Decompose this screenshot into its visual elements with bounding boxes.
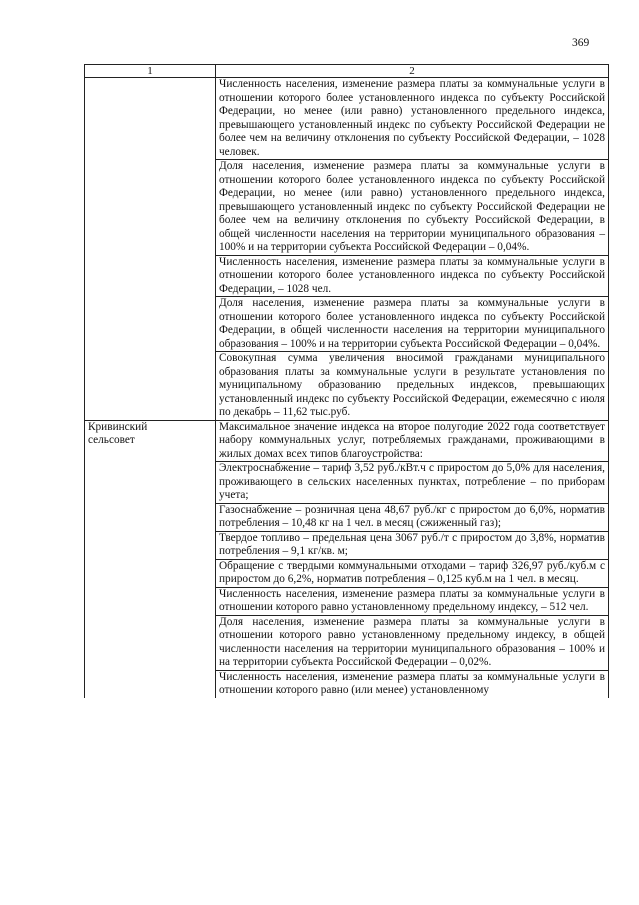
table-row: [85, 78, 609, 421]
paragraph: Максимальное значение индекса на второе полугодие 2022 года соответствует набору коммунальных услуг, потребляемых гражданами, проживающими в жилых домах всех типов благоустройства:: [219, 420, 605, 460]
header-col-2: 2: [216, 65, 609, 78]
municipality-cell: [85, 420, 216, 698]
paragraph: Доля населения, изменение размера платы за коммунальные услуги в отношении которого более установленного индекса по субъекту Российской Федерации, в общей численности населения на территории муниципального образования – 100% и на территории субъекта Российской Федерации – 0,04%.: [216, 296, 608, 351]
paragraph: Твердое топливо – предельная цена 3067 руб./т с приростом до 3,8%, норматив потребления – 9,1 кг/кв. м;: [216, 531, 608, 559]
document-table: [84, 64, 609, 698]
paragraph: Численность населения, изменение размера платы за коммунальные услуги в отношении которого более установленного индекса по субъекту Российской Федерации, – 1028 чел.: [216, 255, 608, 297]
page-number: 369: [572, 37, 590, 49]
paragraph: Численность населения, изменение размера платы за коммунальные услуги в отношении которого более установленного индекса по субъекту Российской Федерации, но менее (или равно) установленного предельного индекса, превышающего установленный индекс по субъекту Российской Федерации не более чем на величину отклонения по субъекту Российской Федерации, – 1028 человек.: [219, 78, 605, 158]
municipality-cell-empty: [85, 78, 216, 421]
header-col-1: 1: [85, 65, 216, 78]
indicator-cell: [216, 420, 609, 698]
paragraph: Газоснабжение – розничная цена 48,67 руб./кг с приростом до 6,0%, норматив потребления – 10,48 кг на 1 чел. в месяц (сжиженный газ);: [216, 503, 608, 531]
paragraph: Численность населения, изменение размера платы за коммунальные услуги в отношении которого равно (или менее) установленному: [216, 670, 608, 698]
table-row: [85, 420, 609, 698]
paragraph: Электроснабжение – тариф 3,52 руб./кВт.ч с приростом до 5,0% для населения, проживающего в сельских населенных пунктах, потребление – по приборам учета;: [216, 461, 608, 503]
paragraph: Совокупная сумма увеличения вносимой гражданами муниципального образования платы за коммунальные услуги в результате установления по муниципальному образованию предельных индексов, превышающих установленный индекс по субъекту Российской Федерации, ежемесячно с июля по декабрь – 11,62 тыс.руб.: [216, 351, 608, 420]
table-header-row: [85, 65, 609, 78]
paragraph: Доля населения, изменение размера платы за коммунальные услуги в отношении которого более установленного индекса по субъекту Российской Федерации, но менее (или равно) установленного предельного индекса, превышающего установленный индекс по субъекту Российской Федерации не более чем на величину отклонения по субъекту Российской Федерации, в общей численности населения на территории муниципального образования – 100% и на территории субъекта Российской Федерации – 0,04%.: [216, 159, 608, 255]
municipality-name-line: сельсовет: [88, 434, 135, 446]
paragraph: Численность населения, изменение размера платы за коммунальные услуги в отношении которого равно установленному предельному индексу, – 512 чел.: [216, 587, 608, 615]
paragraph: Доля населения, изменение размера платы за коммунальные услуги в отношении которого равно установленному предельному индексу, в общей численности населения на территории муниципального образования – 100% и на территории субъекта Российской Федерации – 0,02%.: [216, 615, 608, 670]
indicator-cell: [216, 78, 609, 421]
paragraph: Обращение с твердыми коммунальными отходами – тариф 326,97 руб./куб.м с приростом до 6,2%, норматив потребления – 0,125 куб.м на 1 чел. в месяц.: [216, 559, 608, 587]
municipality-name-line: Кривинский: [88, 420, 148, 433]
